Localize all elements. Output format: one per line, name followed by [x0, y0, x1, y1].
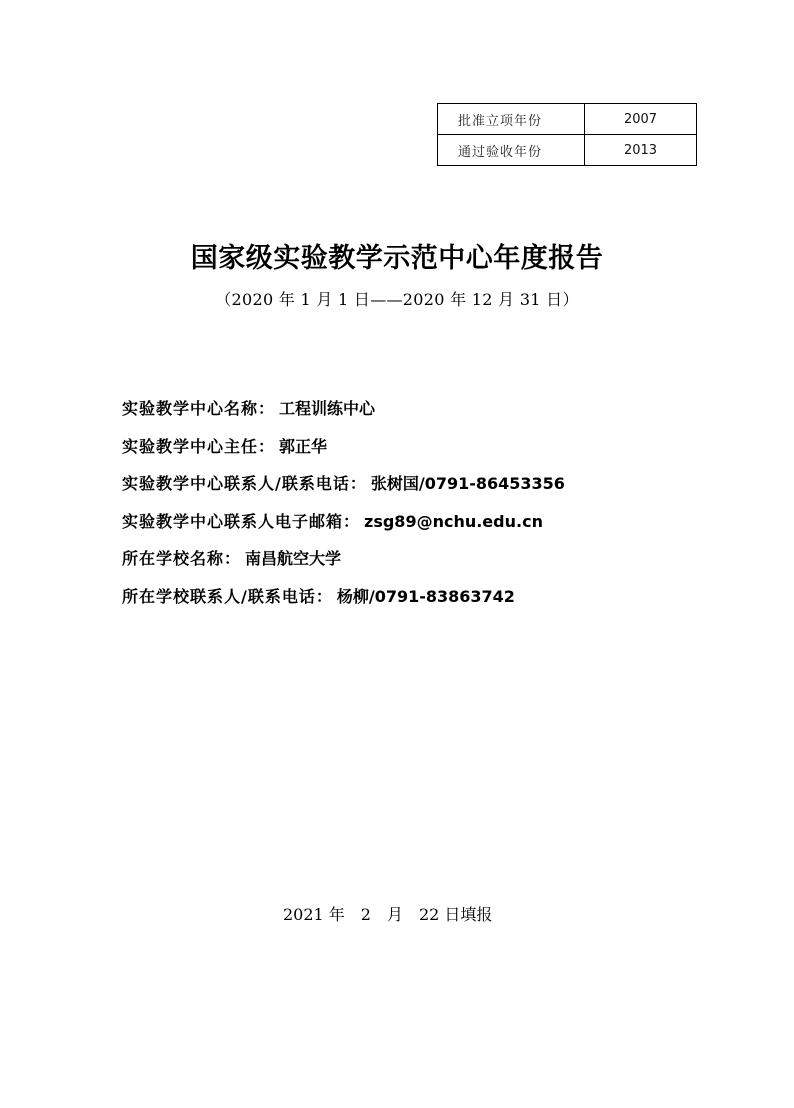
approval-year-label: 批准立项年份	[438, 104, 585, 135]
report-period: （2020 年 1 月 1 日——2020 年 12 月 31 日）	[215, 290, 579, 309]
center-info-list	[122, 397, 742, 623]
school-contact-label: 所在学校联系人/联系电话：	[122, 586, 333, 606]
table-row	[438, 104, 697, 135]
center-director-label: 实验教学中心主任：	[122, 436, 276, 456]
approval-year-value: 2007	[585, 104, 697, 135]
fill-date: 2021 年 2 月 22 日填报	[283, 905, 493, 924]
acceptance-year-value: 2013	[585, 135, 697, 166]
table-row	[438, 135, 697, 166]
center-contact-line	[122, 472, 742, 510]
center-contact-label: 实验教学中心联系人/联系电话：	[122, 474, 367, 494]
school-name-line	[122, 547, 742, 585]
center-name-value: 工程训练中心	[279, 399, 376, 418]
center-email-label: 实验教学中心联系人电子邮箱：	[122, 511, 361, 531]
center-director-value: 郭正华	[279, 436, 328, 456]
school-name-value: 南昌航空大学	[245, 549, 342, 569]
center-contact-value: 张树国/0791-86453356	[370, 474, 565, 494]
center-name-label: 实验教学中心名称：	[122, 399, 276, 418]
project-year-table	[437, 103, 697, 166]
school-contact-value: 杨柳/0791-83863742	[336, 586, 515, 606]
report-title: 国家级实验教学示范中心年度报告	[190, 243, 604, 274]
school-contact-line	[122, 585, 742, 623]
school-name-label: 所在学校名称：	[122, 549, 242, 569]
center-email-line	[122, 510, 742, 548]
center-name-line	[122, 397, 742, 435]
center-email-value: zsg89@nchu.edu.cn	[364, 511, 543, 531]
center-director-line	[122, 435, 742, 473]
acceptance-year-label: 通过验收年份	[438, 135, 585, 166]
